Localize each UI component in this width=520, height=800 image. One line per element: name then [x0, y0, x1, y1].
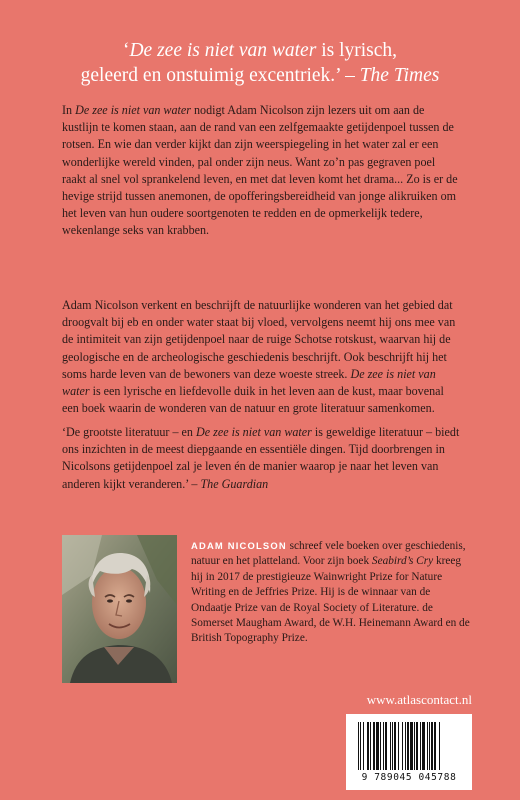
- author-name: ADAM NICOLSON: [191, 540, 287, 551]
- barcode-bar: [398, 722, 399, 770]
- top-quote-line2: geleerd en onstuimig excentriek.’ –: [80, 65, 360, 86]
- barcode-bar: [414, 722, 415, 770]
- barcode-bar: [363, 722, 364, 770]
- p3-source: The Guardian: [200, 476, 269, 491]
- barcode-bar: [429, 722, 430, 770]
- author-book-title: Seabird’s Cry: [371, 555, 434, 568]
- blurb-paragraph-2: [62, 297, 462, 417]
- blurb-paragraph-1: [62, 102, 462, 240]
- barcode-bar: [422, 722, 425, 770]
- top-quote-title: De zee is niet van water: [129, 40, 317, 61]
- p1-title: De zee is niet van water: [75, 103, 191, 117]
- barcode-bar: [367, 722, 369, 770]
- barcode-bar: [370, 722, 371, 770]
- top-quote-line1: is lyrisch,: [316, 40, 398, 61]
- p3-after: is geweldige literatuur – biedt ons inzichten in de meest diepgaande en essentiële dingen. Tijd doorbrengen in Nicolsons getijdenpoel zal je leven én de manier waarop je naar het leven van anderen kijkt veranderen.’ –: [62, 425, 460, 491]
- barcode-bar: [373, 722, 375, 770]
- p2-title: De zee is niet van water: [62, 366, 436, 399]
- top-quote-source: The Times: [359, 65, 440, 86]
- p3-before: ‘De grootste literatuur – en: [62, 425, 196, 439]
- barcode-bar: [431, 722, 433, 770]
- barcode-bar: [402, 722, 403, 770]
- barcode-bar: [427, 722, 428, 770]
- barcode-bar: [416, 722, 418, 770]
- isbn-number: 9 789045 045788: [361, 772, 457, 783]
- p2-after: is een lyrische en liefdevolle duik in het leven aan de kust, maar bovenal een boek waarin de wonderen van de natuur en grote literatuur samenkomen.: [62, 384, 444, 416]
- barcode-bar: [376, 722, 379, 770]
- barcode-bar: [358, 722, 359, 770]
- barcode-bar: [392, 722, 393, 770]
- author-bio: [191, 538, 471, 647]
- barcode-bar: [380, 722, 381, 770]
- top-quote: ‘De zee is niet van water is lyrisch, geleerd en onstuimig excentriek.’ – The Times: [80, 40, 440, 86]
- barcode-bar: [410, 722, 413, 770]
- barcode-bar: [385, 722, 387, 770]
- barcode-bar: [407, 722, 409, 770]
- review-quote: [62, 424, 462, 493]
- p3-title: De zee is niet van water: [196, 425, 312, 439]
- p1-before: In: [62, 103, 76, 117]
- barcode-bar: [394, 722, 396, 770]
- p2-before: Adam Nicolson verkent en beschrijft de natuurlijke wonderen van het gebied dat droogvalt bij eb en onder water staat bij vloed, vervolgens neemt hij ons mee van de intimiteit van zijn getijdenpoel naar de ruige Schotse rotskust, waarvan hij de geologische en de archeologische geschiedenis beschrijft. Ook beschrijft hij het soms harde leven van de bewoners van deze woeste streek.: [62, 298, 456, 381]
- barcode-bar: [434, 722, 436, 770]
- barcode-icon: [346, 714, 472, 774]
- barcode-bar: [420, 722, 421, 770]
- author-bio-after: kreeg hij in 2017 de prestigieuze Wainwright Prize for Nature Writing en de Jeffries Prize. Hij is de winnaar van de Ondaatje Prize van de Royal Society of Literature. de Somerset Maugham Award, de W.H. Heinemann Award en de British Topography Prize.: [191, 555, 470, 645]
- author-bio-before: schreef vele boeken over geschiedenis, natuur en het platteland. Voor zijn boek: [191, 540, 466, 568]
- p1-after: nodigt Adam Nicolson zijn lezers uit om aan de kustlijn te komen staan, aan de rand van een zelfgemaakte getijdenpoel tussen de rotsen. En wie dan verder kijkt dan zijn weerspiegeling in het water zal er een wonderlijke wereld vinden, pal onder zijn neus. Want zo’n pas gegraven poel raakt al snel vol sprankelend leven, en met dat leven komt het drama... Zo is er de hevige strijd tussen anemonen, de opofferingsbereidheid van jonge alikruiken om het leven van hun oudere soortgenoten te redden en de opmerkelijk tedere, wekenlange seks van krabben.: [62, 103, 458, 238]
- publisher-website[interactable]: www.atlascontact.nl: [366, 692, 472, 707]
- barcode-bar: [360, 722, 361, 770]
- barcode-bar: [390, 722, 391, 770]
- author-photo: [62, 535, 177, 683]
- barcode-bar: [383, 722, 384, 770]
- isbn-barcode: [346, 714, 472, 790]
- barcode-bar: [439, 722, 440, 770]
- barcode-bar: [405, 722, 406, 770]
